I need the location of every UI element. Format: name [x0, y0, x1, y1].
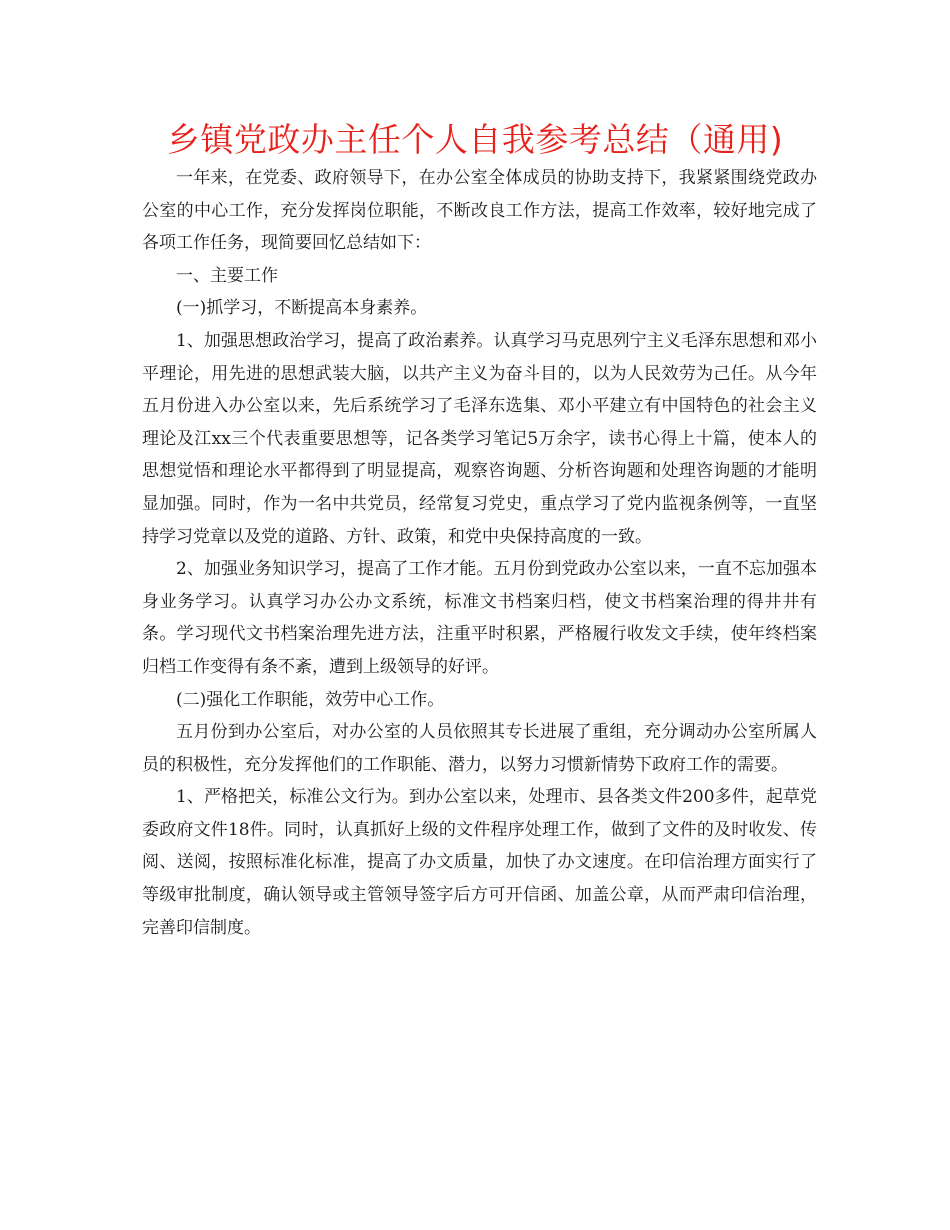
paragraph-political-study: 1、加强思想政治学习，提高了政治素养。认真学习马克思列宁主义毛泽东思想和邓小平理论，用先进的思想武装大脑，以共产主义为奋斗目的，以为人民效劳为己任。从今年五月份进入办公室以来，先后系统学习了毛泽东选集、邓小平建立有中国特色的社会主义理论及江xx三个代表重要思想等，记各类学习笔记5万余字，读书心得上十篇，使本人的思想觉悟和理论水平都得到了明显提高，观察咨询题、分析咨询题和处理咨询题的才能明显加强。同时，作为一名中共党员，经常复习党史，重点学习了党内监视条例等，一直坚持学习党章以及党的道路、方针、政策，和党中央保持高度的一致。	[142, 330, 817, 547]
subsection-heading-study: (一)抓学习，不断提高本身素养。	[176, 298, 428, 319]
paragraph-business-study: 2、加强业务知识学习，提高了工作才能。五月份到党政办公室以来，一直不忘加强本身业务学习。认真学习办公办文系统，标准文书档案归档，使文书档案治理的得井井有条。学习现代文书档案治理先进方法，注重平时积累，严格履行收发文手续，使年终档案归档工作变得有条不紊，遭到上级领导的好评。	[142, 559, 817, 677]
paragraph-office-reorganization: 五月份到办公室后，对办公室的人员依照其专长进展了重组，充分调动办公室所属人员的积极性，充分发挥他们的工作职能、潜力，以努力习惯新情势下政府工作的需要。	[142, 722, 817, 775]
document-title: 乡镇党政办主任个人自我参考总结（通用)	[166, 120, 784, 159]
subsection-heading-functions: (二)强化工作职能，效劳中心工作。	[176, 689, 445, 710]
paragraph-intro: 一年来，在党委、政府领导下，在办公室全体成员的协助支持下，我紧紧围绕党政办公室的中心工作，充分发挥岗位职能，不断改良工作方法，提高工作效率，较好地完成了各项工作任务，现简要回忆总结如下：	[142, 168, 817, 254]
section-heading-main-work: 一、主要工作	[176, 265, 278, 286]
paragraph-document-handling: 1、严格把关，标准公文行为。到办公室以来，处理市、县各类文件200多件，起草党委政府文件18件。同时，认真抓好上级的文件程序处理工作，做到了文件的及时收发、传阅、送阅，按照标准化标准，提高了办文质量，加快了办文速度。在印信治理方面实行了等级审批制度，确认领导或主管领导签字后方可开信函、加盖公章，从而严肃印信治理，完善印信制度。	[142, 787, 817, 938]
document-body	[142, 162, 817, 944]
